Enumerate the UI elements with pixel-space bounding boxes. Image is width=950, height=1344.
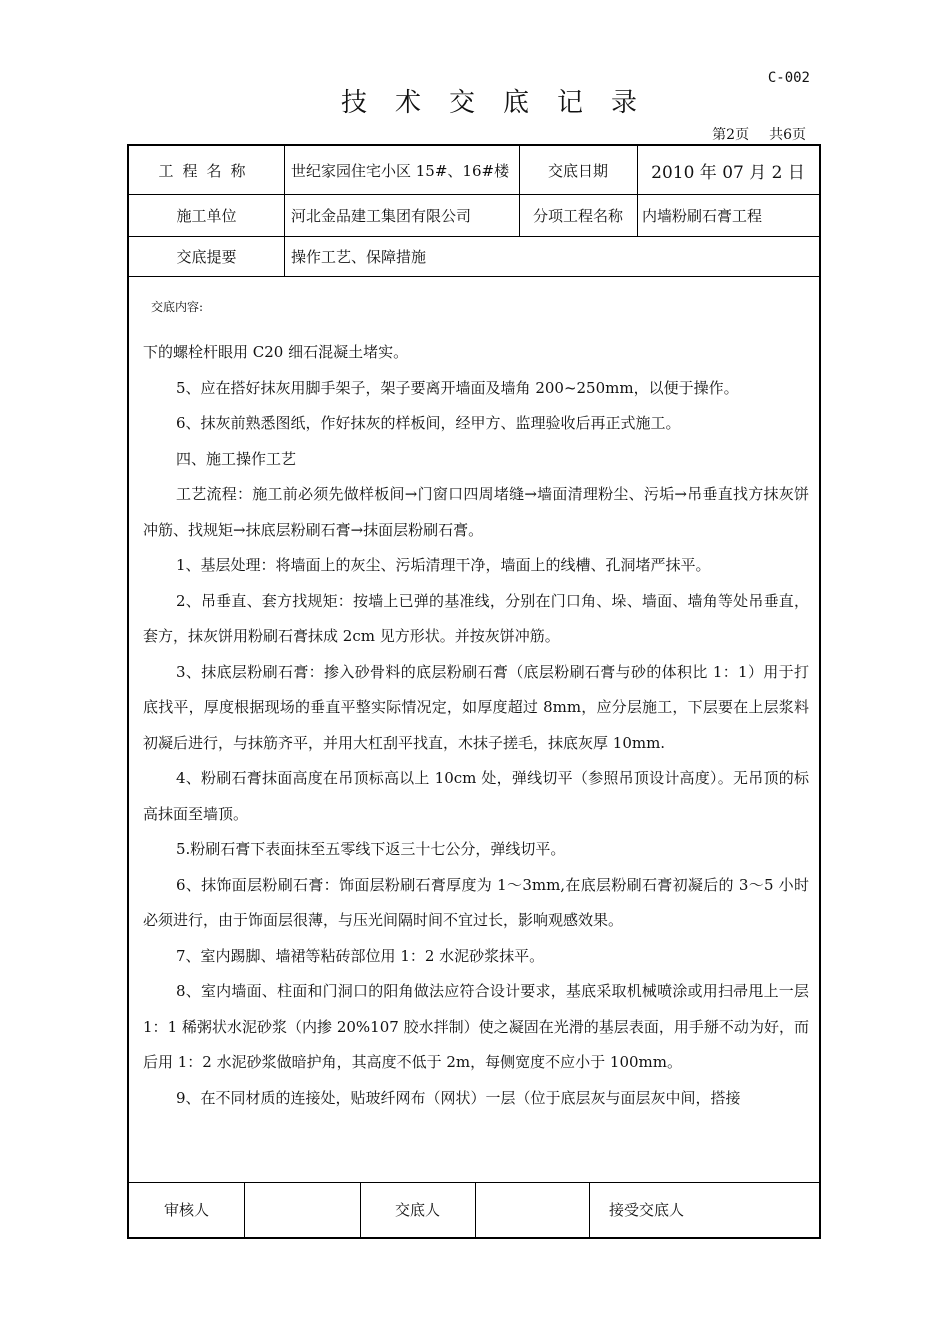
subproject-value: 内墙粉刷石膏工程 (642, 206, 763, 225)
discloser-label: 交底人 (394, 1201, 440, 1219)
content-paragraph: 工艺流程：施工前必须先做样板间→门窗口四周堵缝→墙面清理粉尘、污垢→吊垂直找方抹灰饼冲筋、找规矩→抹底层粉刷石膏→抹面层粉刷石膏。 (143, 485, 809, 539)
col-divider (284, 146, 285, 276)
content-paragraph: 7、室内踢脚、墙裙等粘砖部位用 1：2 水泥砂浆抹平。 (176, 946, 545, 965)
page-info (600, 124, 806, 144)
discloser-value[interactable] (475, 1182, 589, 1237)
receiver-value[interactable] (704, 1182, 819, 1237)
page-title: 技术交底记录 (340, 88, 665, 118)
project-name-label: 工程名称 (158, 161, 255, 180)
page-total: 共6页 (769, 127, 806, 143)
receiver-label: 接受交底人 (608, 1201, 684, 1219)
content-paragraph: 3、抹底层粉刷石膏：掺入砂骨料的底层粉刷石膏（底层粉刷石膏与砂的体积比 1：1）用于打底找平，厚度根据现场的垂直平整实际情况定，如厚度超过 8mm，应分层施工，下层要在上层浆料初凝后进行，与抹筋齐平，并用大杠刮平找直，木抹子搓毛，抹底灰厚 10mm. (143, 662, 809, 752)
row-divider (129, 276, 819, 277)
content-paragraph: 2、吊垂直、套方找规矩：按墙上已弹的基准线，分别在门口角、垛、墙面、墙角等处吊垂直，套方，抹灰饼用粉刷石膏抹成 2cm 见方形状。并按灰饼冲筋。 (143, 591, 809, 645)
content-label: 交底内容: (151, 300, 204, 314)
date-value: 2010 年 07 月 2 日 (651, 162, 805, 183)
reviewer-value[interactable] (244, 1182, 360, 1237)
project-name-value: 世纪家园住宅小区 15#、16#楼 (291, 161, 510, 180)
content-paragraph: 1、基层处理：将墙面上的灰尘、污垢清理干净，墙面上的线槽、孔洞堵严抹平。 (176, 556, 711, 574)
unit-label: 施工单位 (176, 206, 237, 225)
content-paragraph: 9、在不同材质的连接处，贴玻纤网布（网状）一层（位于底层灰与面层灰中间，搭接 (176, 1088, 741, 1107)
summary-value: 操作工艺、保障措施 (291, 247, 427, 266)
unit-value: 河北金品建工集团有限公司 (291, 206, 472, 225)
disclosure-form (127, 144, 821, 1239)
content-paragraph: 四、施工操作工艺 (176, 449, 297, 468)
page-current: 第2页 (712, 127, 750, 143)
content-body (143, 335, 809, 1116)
content-paragraph: 下的螺栓杆眼用 C20 细石混凝土堵实。 (143, 343, 409, 361)
content-paragraph: 6、抹灰前熟悉图纸，作好抹灰的样板间，经甲方、监理验收后再正式施工。 (176, 414, 681, 432)
subproject-label: 分项工程名称 (532, 206, 623, 225)
content-paragraph: 8、室内墙面、柱面和门洞口的阳角做法应符合设计要求，基底采取机械喷涂或用扫帚甩上一层 1：1 稀粥状水泥砂浆（内掺 20%107 胶水拌制）使之凝固在光滑的基层表面，用手掰不动为好，而后用 1：2 水泥砂浆做暗护角，其高度不低于 2m，每侧宽度不应小于 100mm。 (143, 982, 809, 1071)
document-code: C-002 (767, 70, 810, 86)
content-paragraph: 4、粉刷石膏抹面高度在吊顶标高以上 10cm 处，弹线切平（参照吊顶设计高度）。无吊顶的标高抹面至墙顶。 (143, 769, 809, 823)
content-paragraph: 6、抹饰面层粉刷石膏：饰面层粉刷石膏厚度为 1～3mm,在底层粉刷石膏初凝后的 3～5 小时必须进行，由于饰面层很薄，与压光间隔时间不宜过长，影响观感效果。 (143, 875, 809, 929)
date-label: 交底日期 (547, 161, 608, 180)
content-paragraph: 5、应在搭好抹灰用脚手架子，架子要离开墙面及墙角 200~250mm，以便于操作。 (176, 378, 739, 397)
content-paragraph: 5.粉刷石膏下表面抹至五零线下返三十七公分，弹线切平。 (176, 840, 566, 858)
reviewer-label: 审核人 (163, 1201, 209, 1219)
summary-label: 交底提要 (176, 247, 237, 266)
